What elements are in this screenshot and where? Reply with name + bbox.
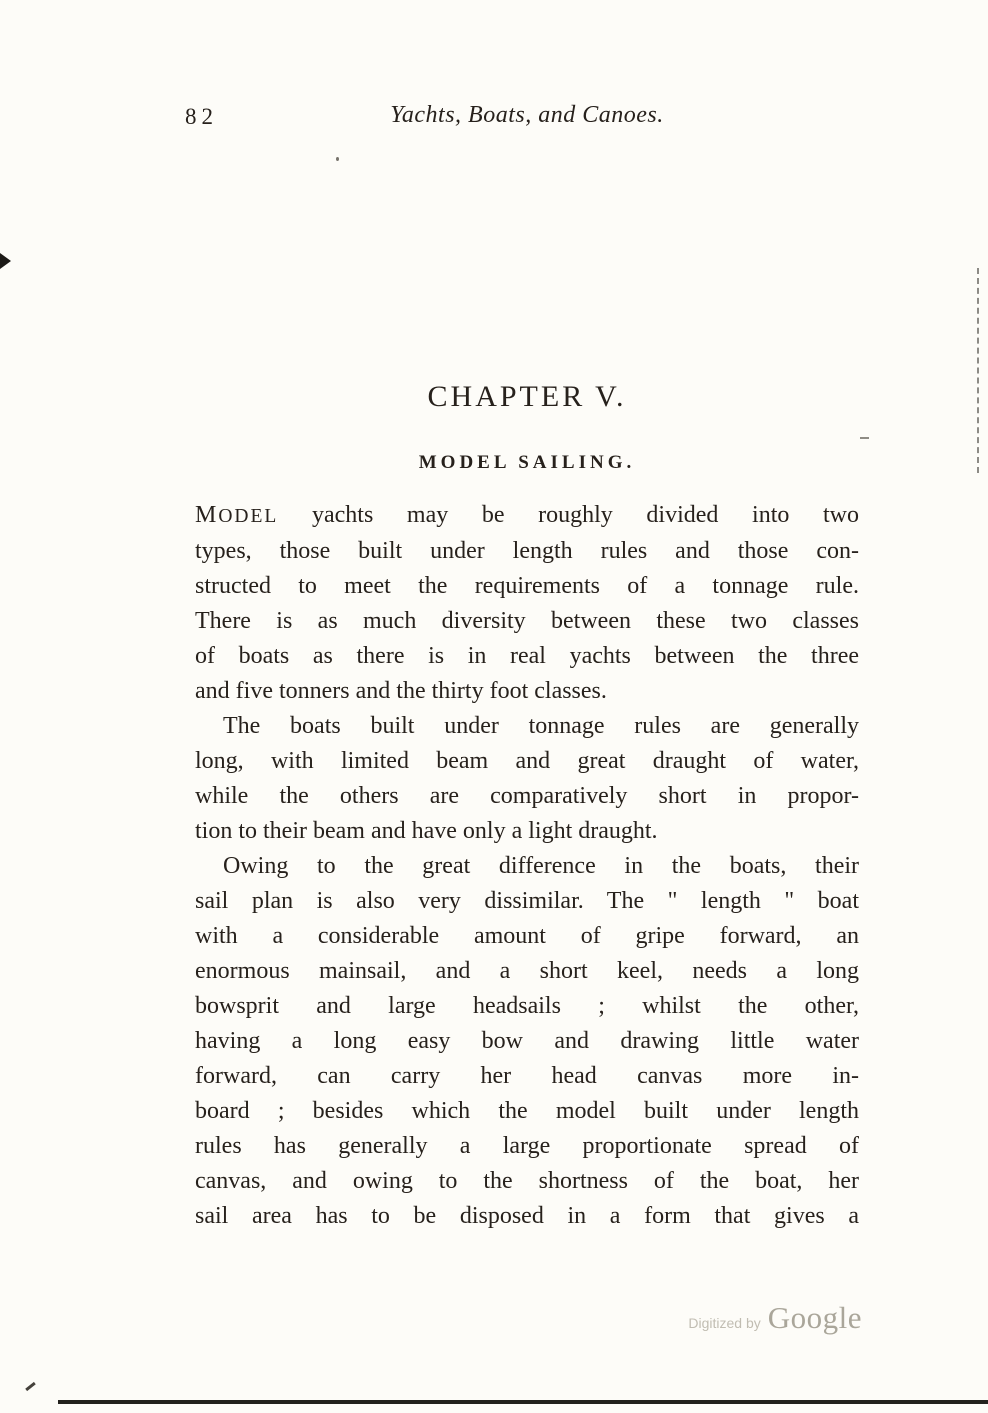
body-line: of boats as there is in real yachts between the three <box>195 643 859 669</box>
body-line: and five tonners and the thirty foot classes. <box>195 678 607 704</box>
scan-mark-bottom-line <box>58 1400 988 1404</box>
scan-mark-margin-dash <box>860 437 869 439</box>
body-line: Owing to the great difference in the boats, their <box>223 853 859 879</box>
section-title: MODEL SAILING. <box>418 452 636 473</box>
running-title: Yachts, Boats, and Canoes. <box>390 102 664 128</box>
scan-mark-binding-dashes <box>977 268 979 473</box>
chapter-title: CHAPTER V. <box>427 380 627 413</box>
body-text <box>195 498 859 1234</box>
body-line: sail area has to be disposed in a form that gives a <box>195 1203 859 1229</box>
digitized-footer <box>688 1300 862 1336</box>
body-line: tion to their beam and have only a light draught. <box>195 818 658 844</box>
body-line: structed to meet the requirements of a tonnage rule. <box>195 573 859 599</box>
body-line: long, with limited beam and great draught of water, <box>195 748 859 774</box>
lead-capital: M <box>195 502 219 528</box>
scan-mark-dot <box>336 157 339 161</box>
body-line: enormous mainsail, and a short keel, needs a long <box>195 958 859 984</box>
body-line: MODEL yachts may be roughly divided into two <box>195 502 859 528</box>
body-line: having a long easy bow and drawing little water <box>195 1028 859 1054</box>
body-line: types, those built under length rules and those con- <box>195 538 859 564</box>
body-line: while the others are comparatively short in propor- <box>195 783 859 809</box>
page-number: 82 <box>185 104 218 129</box>
scan-mark-bottom-tick <box>25 1382 36 1391</box>
scan-mark-left-edge <box>0 253 11 269</box>
digitized-by-label: Digitized by <box>688 1315 761 1331</box>
body-line: forward, can carry her head canvas more in- <box>195 1063 859 1089</box>
running-head <box>185 102 859 136</box>
google-watermark: Google <box>767 1300 862 1335</box>
body-line: with a considerable amount of gripe forward, an <box>195 923 859 949</box>
body-line: canvas, and owing to the shortness of the boat, her <box>195 1168 859 1194</box>
body-line: rules has generally a large proportionate spread of <box>195 1133 859 1159</box>
lead-small-caps: ODEL <box>218 506 279 527</box>
body-line: The boats built under tonnage rules are generally <box>223 713 859 739</box>
body-line: board ; besides which the model built under length <box>195 1098 859 1124</box>
body-line: sail plan is also very dissimilar. The " length " boat <box>195 888 859 914</box>
body-line: There is as much diversity between these two classes <box>195 608 859 634</box>
body-line: bowsprit and large headsails ; whilst the other, <box>195 993 859 1019</box>
